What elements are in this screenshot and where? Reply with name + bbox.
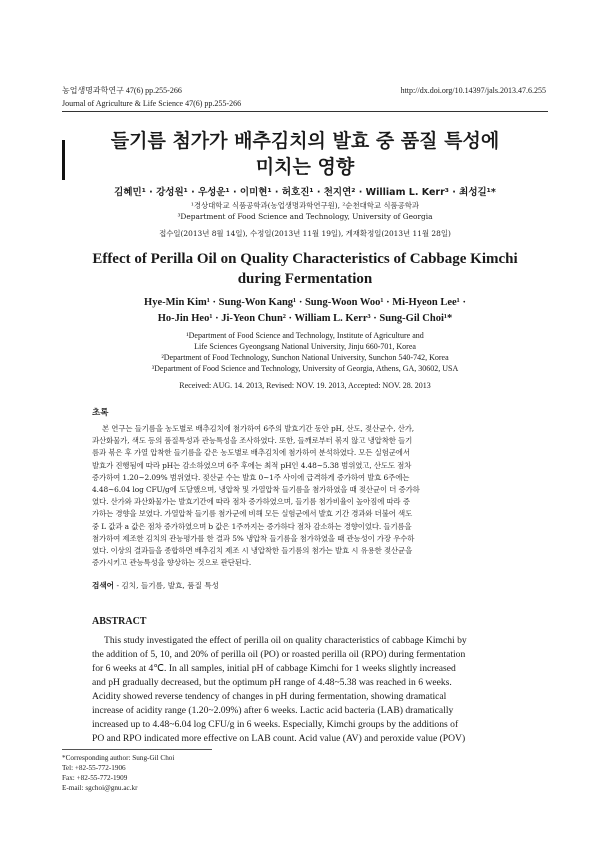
journal-header-ko: 농업생명과학연구 47(6) pp.255-266 [62,86,182,95]
abstract-ko-line: 첨가하여 제조한 김치의 관능평가를 한 결과 5% 냉압착 들기름을 첨가하였을 때 관능성이 가장 우수하 [92,533,415,543]
abstract-ko-line: 름과 볶은 후 가열 압착한 들기름을 같은 농도별로 배추김치에 첨가하여 분석하였다. 모든 실험군에서 [92,448,410,458]
dates-en: Received: AUG. 14. 2013, Revised: NOV. 19. 2013, Accepted: NOV. 28. 2013 [179,381,431,390]
abstract-ko-line: 과산화물가, 색도 등의 품질특성과 관능특성을 조사하였다. 또한, 들깨로부터 볶지 않고 냉압착한 들기 [92,436,413,446]
abstract-en-line: and pH gradually decreased, but the optimum pH range of 4.48~5.38 was reached in 6 weeks. [92,677,452,688]
abstract-ko-body [92,423,516,569]
authors-ko: 김혜민¹ · 강성원¹ · 우성운¹ · 이미현¹ · 허호진¹ · 천지연² · William L. Kerr³ · 최성길¹* [114,187,496,198]
abstract-ko-line: 가하는 경향을 보였다. 가열압착 들기름 첨가군에 비해 모든 실험군에서 발효 기간 경과와 더불어 색도 [92,509,413,519]
footnote-corresponding: *Corresponding author: Sung-Gil Choi [62,754,175,762]
abstract-en-line: This study investigated the effect of perilla oil on quality characteristics of cabbage Kimchi by [104,635,467,646]
affiliation-en-line4: ³Department of Food Science and Technology, University of Georgia, Athens, GA, 30602, USA [151,364,459,373]
affiliation-en-line2: Life Sciences Gyeongsang National University, Jinju 660-701, Korea [194,342,416,351]
title-en-line2: during Fermentation [237,271,373,287]
footnote-email[interactable]: E-mail: sgchoi@gnu.ac.kr [62,784,138,792]
footnote-rule [62,749,212,750]
abstract-en-line: Acidity showed reverse tendency of changes in pH during fermentation, showing dramatical [92,691,447,702]
keywords-text: - 김치, 들기름, 발효, 품질 특성 [116,581,220,590]
footnote-fax: Fax: +82-55-772-1909 [62,774,128,782]
abstract-en-line: increase of acidity range (1.20~2.09%) after 6 weeks. Lactic acid bacteria (LAB) dramatically [92,705,454,716]
abstract-ko-line: 중 L 값과 a 값은 점차 증가하였으며 b 값은 1주까지는 증가하다 점차 감소하는 경향이었다. 들기름을 [92,521,412,531]
abstract-ko-heading: 초록 [92,408,109,418]
affiliation-ko-line2: ³Department of Food Science and Technology, University of Georgia [177,212,433,221]
authors-en-line2: Ho-Jin Heo¹ · Ji-Yeon Chun² · William L. Kerr³ · Sung-Gil Choi¹* [157,313,453,324]
keywords-label: 검색어 [92,581,115,590]
abstract-en-line: PO and RPO indicated more effective on LAB count. Acid value (AV) and peroxide value (POV) [92,733,466,744]
abstract-ko-line: 였다. 이상의 결과들을 종합하면 배추김치 제조 시 냉압착한 들기름의 첨가는 발효 시 유용한 젖산균을 [92,546,413,556]
affiliation-en-line1: ¹Department of Food Science and Technology, Institute of Agriculture and [186,331,424,340]
title-ko-line1: 들기름 첨가가 배추김치의 발효 중 품질 특성에 [110,130,500,152]
abstract-en-line: the addition of 5, 10, and 20% of perilla oil (PO) or roasted perilla oil (RPO) during fermentation [92,649,466,660]
abstract-en-line: increased up to 4.48~6.04 log CFU/g in 6 weeks. Especially, Kimchi groups by the additions of [92,719,459,730]
abstract-en-heading: ABSTRACT [92,616,147,627]
title-bar [62,140,65,180]
header-rule [62,111,548,112]
dates-ko: 접수일(2013년 8월 14일), 수정일(2013년 11월 19일), 게재확정일(2013년 11월 28일) [159,229,451,238]
title-en-line1: Effect of Perilla Oil on Quality Characteristics of Cabbage Kimchi [92,251,518,267]
doi-link[interactable]: http://dx.doi.org/10.14397/jals.2013.47.6.255 [400,86,546,95]
abstract-ko-line: 4.48~6.04 log CFU/g에 도달했으며, 냉압착 및 가열압착 들기름을 첨가하였을 때 젖산균이 더 증가하 [92,485,420,495]
title-ko-line2: 미치는 영향 [255,156,355,178]
abstract-ko-line: 증가하여 1.20~2.09% 범위였다. 젖산균 수는 발효 0~1주 사이에 급격하게 증가하여 발효 6주에는 [92,472,410,482]
abstract-ko-line: 증가시키고 관능특성을 향상하는 것으로 판단된다. [92,558,252,568]
affiliation-ko-line1: ¹경상대학교 식품공학과(농업생명과학연구원), ²순천대학교 식품공학과 [190,201,420,210]
abstract-en-body [92,634,520,746]
affiliation-en-line3: ²Department of Food Technology, Sunchon National University, Sunchon 540-742, Korea [161,353,449,362]
footnote-tel: Tel: +82-55-772-1906 [62,764,126,772]
abstract-ko-line: 본 연구는 들기름을 농도별로 배추김치에 첨가하여 6주의 발효기간 동안 pH, 산도, 젖산균수, 산가, [102,424,415,433]
abstract-ko-line: 발효가 진행됨에 따라 pH는 감소하였으며 6주 후에는 최적 pH인 4.48~5.38 범위였고, 산도도 점차 [92,460,412,470]
abstract-ko-line: 였다. 산가와 과산화물가는 발효기간에 따라 점차 증가하였으며, 들기름 첨가비율이 높아짐에 따라 증 [92,497,410,507]
authors-en-line1: Hye-Min Kim¹ · Sung-Won Kang¹ · Sung-Woon Woo¹ · Mi-Hyeon Lee¹ · [144,297,466,308]
keywords-ko [92,580,219,591]
abstract-en-line: for 6 weeks at 4℃. In all samples, initial pH of cabbage Kimchi for 1 weeks slightly increased [92,663,456,674]
journal-header-en: Journal of Agriculture & Life Science 47(6) pp.255-266 [62,99,242,108]
